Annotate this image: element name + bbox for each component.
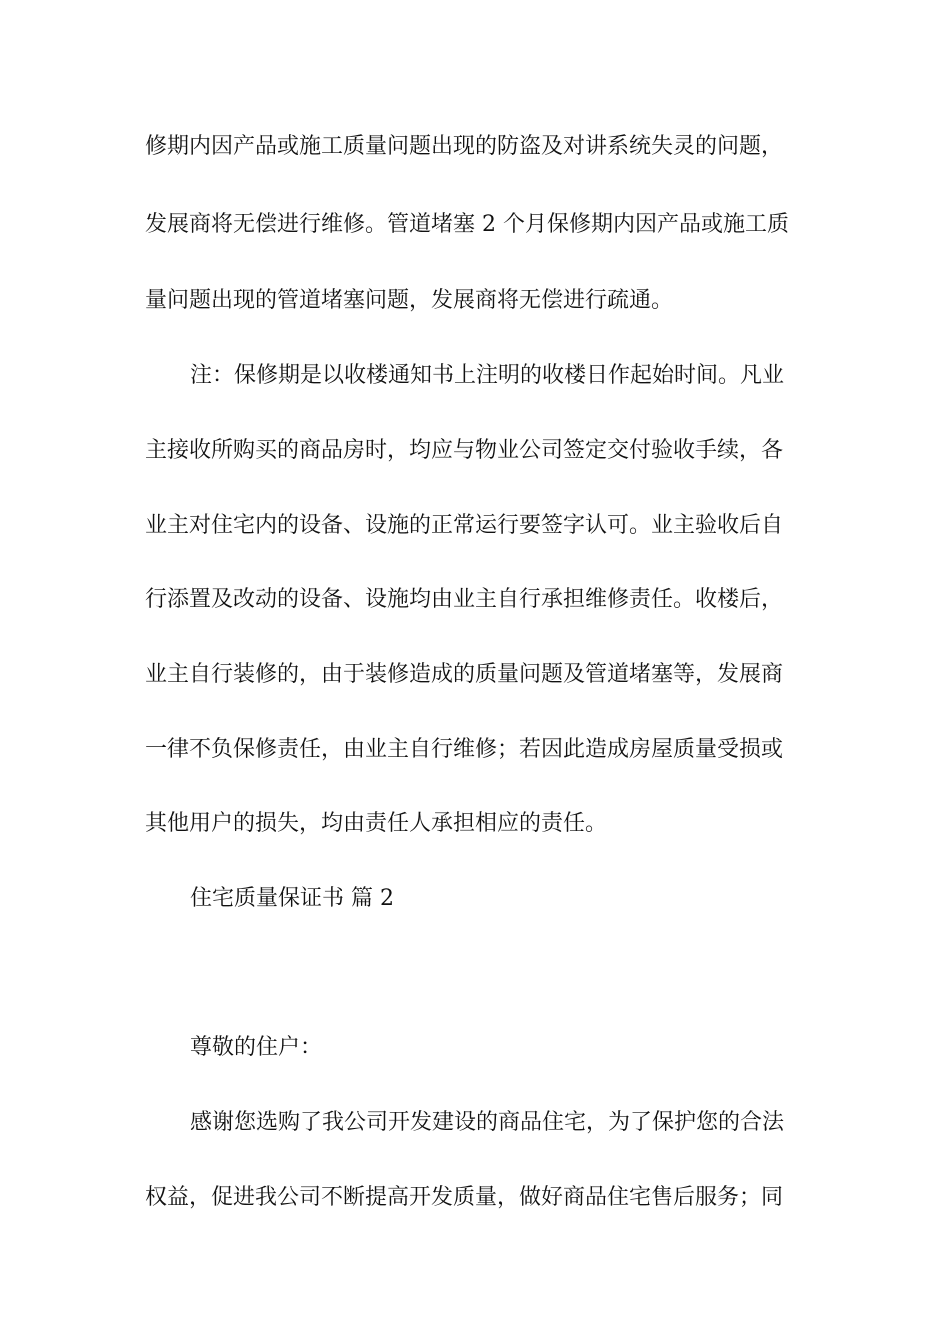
paragraph-start-line: 感谢您选购了我公司开发建设的商品住宅，为了保护您的合法: [190, 1110, 785, 1135]
text-line: 权益，促进我公司不断提高开发质量，做好商品住宅售后服务；同: [145, 1185, 784, 1210]
salutation: 尊敬的住户：: [190, 1035, 323, 1060]
text-line: 修期内因产品或施工质量问题出现的防盗及对讲系统失灵的问题，: [145, 134, 784, 159]
text-line: 业主自行装修的，由于装修造成的质量问题及管道堵塞等，发展商: [145, 662, 784, 687]
text-line: 主接收所购买的商品房时，均应与物业公司签定交付验收手续，各: [145, 438, 784, 463]
text-line: 发展商将无偿进行维修。管道堵塞 2 个月保修期内因产品或施工质: [145, 212, 789, 237]
text-line: 业主对住宅内的设备、设施的正常运行要签字认可。业主验收后自: [145, 513, 784, 538]
text-line: 量问题出现的管道堵塞问题，发展商将无偿进行疏通。: [145, 288, 674, 313]
section-heading: 住宅质量保证书 篇 2: [190, 886, 394, 911]
text-line: 其他用户的损失，均由责任人承担相应的责任。: [145, 811, 608, 836]
text-line: 行添置及改动的设备、设施均由业主自行承担维修责任。收楼后，: [145, 587, 784, 612]
text-line: 一律不负保修责任，由业主自行维修；若因此造成房屋质量受损或: [145, 737, 784, 762]
paragraph-start-line: 注：保修期是以收楼通知书上注明的收楼日作起始时间。凡业: [190, 363, 785, 388]
